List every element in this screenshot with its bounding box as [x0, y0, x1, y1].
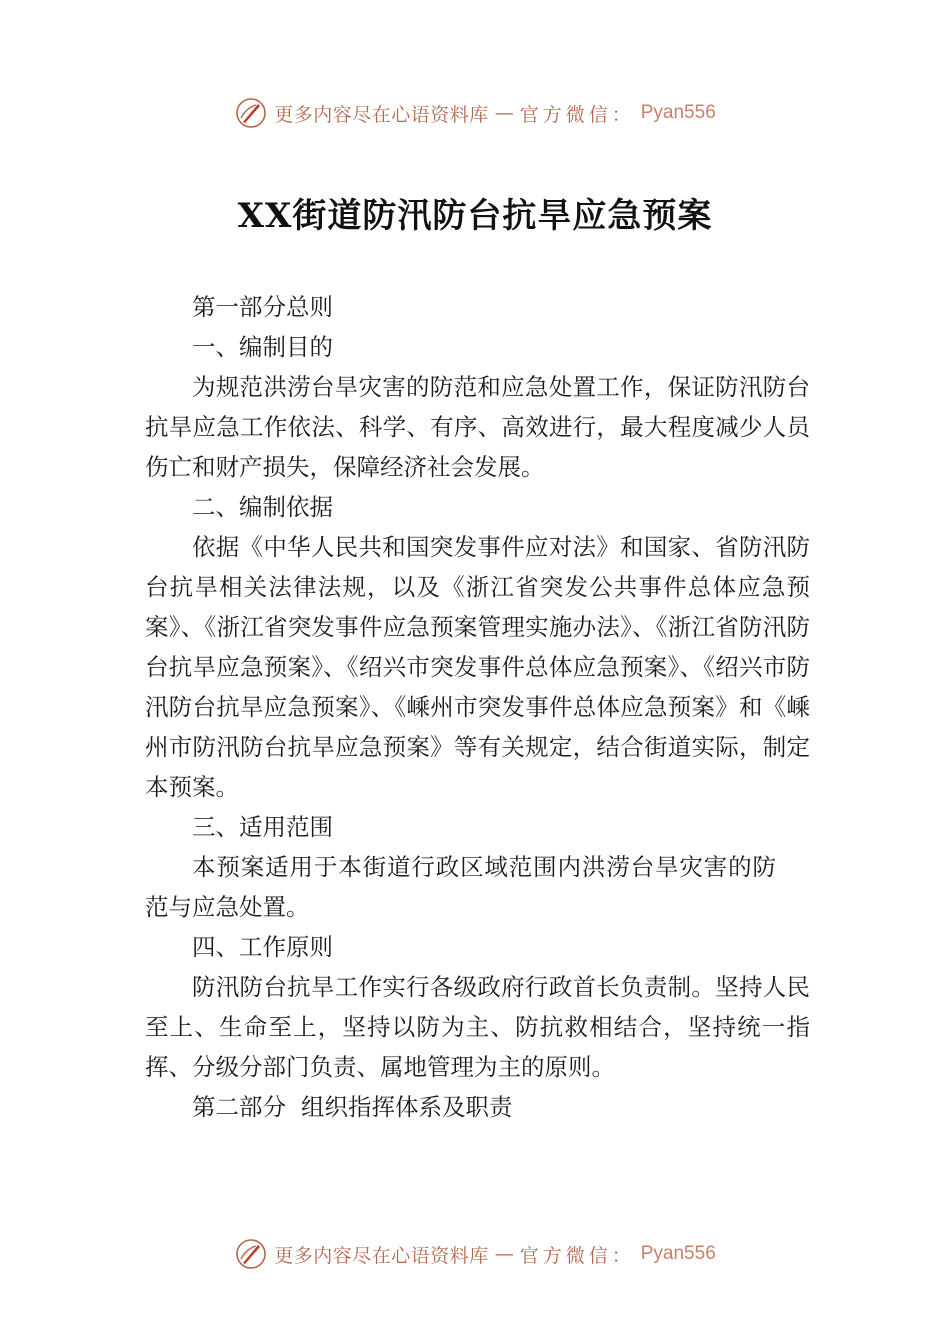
section-heading: 二、编制依据	[192, 493, 333, 521]
banner-wechat-label: 官方微信：	[519, 103, 635, 126]
banner-brand-text: 更多内容尽在心语资料库	[274, 103, 489, 126]
quill-pen-logo-icon	[234, 96, 268, 130]
banner-separator: —	[494, 102, 514, 124]
section-heading: 三、适用范围	[192, 813, 333, 841]
section-heading: 四、工作原则	[192, 933, 333, 961]
part-heading: 第一部分总则	[192, 293, 333, 321]
banner-wechat-label: 官方微信：	[519, 1244, 635, 1267]
banner-wechat-id: Pyan556	[640, 1243, 716, 1264]
quill-pen-logo-icon	[234, 1237, 268, 1271]
banner-wechat-id: Pyan556	[640, 102, 716, 123]
document-body	[145, 287, 810, 1127]
body-paragraph: 防汛防台抗旱工作实行各级政府行政首长负责制。坚持人民至上、生命至上，坚持以防为主、防抗救相结合，坚持统一指挥、分级分部门负责、属地管理为主的原则。	[145, 973, 810, 1081]
banner-brand-text: 更多内容尽在心语资料库	[274, 1244, 489, 1267]
footer-banner	[0, 1234, 950, 1274]
body-paragraph: 为规范洪涝台旱灾害的防范和应急处置工作，保证防汛防台抗旱应急工作依法、科学、有序、高效进行，最大程度减少人员伤亡和财产损失，保障经济社会发展。	[145, 373, 810, 481]
section-heading: 一、编制目的	[192, 333, 333, 361]
part-heading: 第二部分 组织指挥体系及职责	[192, 1093, 513, 1121]
body-paragraph: 本预案适用于本街道行政区域范围内洪涝台旱灾害的防范与应急处置。	[145, 853, 776, 921]
banner-separator: —	[494, 1243, 514, 1265]
document-title: XX街道防汛防台抗旱应急预案	[237, 196, 713, 236]
header-banner	[0, 93, 950, 133]
body-paragraph: 依据《中华人民共和国突发事件应对法》和国家、省防汛防台抗旱相关法律法规，以及《浙江省突发公共事件总体应急预案》、《浙江省突发事件应急预案管理实施办法》、《浙江省防汛防台抗旱应急预案》、《绍兴市突发事件总体应急预案》、《绍兴市防汛防台抗旱应急预案》、《嵊州市突发事件总体应急预案》和《嵊州市防汛防台抗旱应急预案》等有关规定，结合街道实际，制定本预案。	[145, 533, 810, 801]
